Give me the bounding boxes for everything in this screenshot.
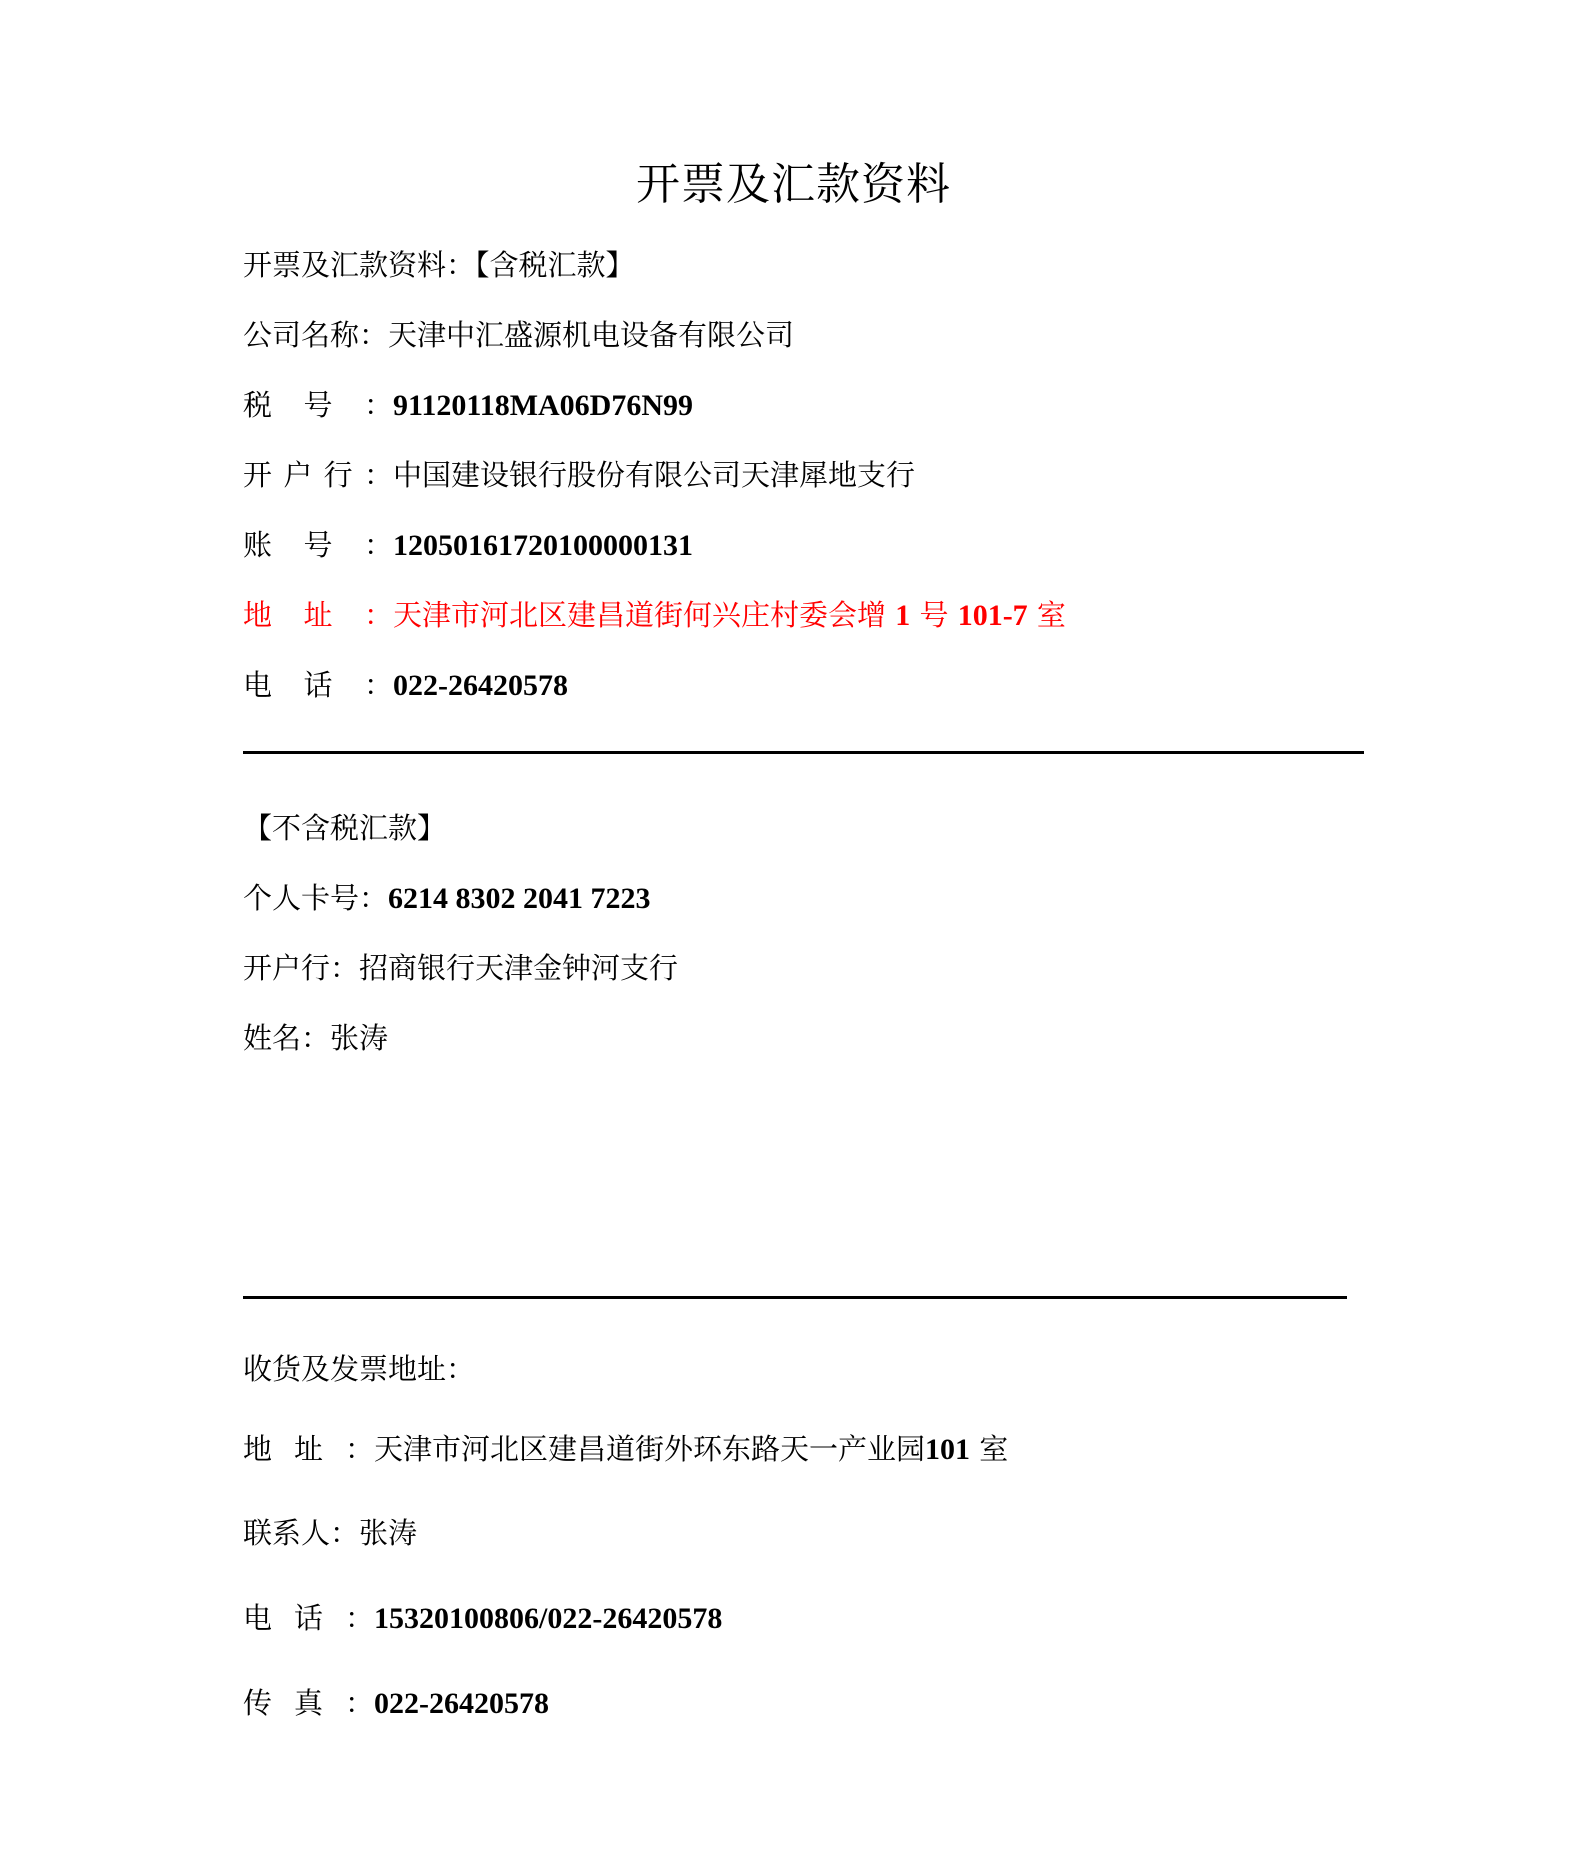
fax-row — [243, 1683, 549, 1724]
divider-line — [243, 1296, 1347, 1299]
taxed-header: 开票及汇款资料：【含税汇款】 — [243, 248, 635, 282]
name-row — [243, 1018, 388, 1058]
address-row — [243, 595, 1066, 636]
untaxed-bank-row — [243, 948, 678, 988]
contact-value: 张涛 — [359, 1516, 418, 1550]
bank-row — [243, 455, 915, 495]
bank-value: 中国建设银行股份有限公司天津犀地支行 — [393, 458, 916, 492]
address-value-part1: 天津市河北区建昌道街何兴庄村委会增 — [393, 598, 887, 632]
tax-id-value: 91120118MA06D76N99 — [393, 389, 693, 422]
card-row — [243, 878, 651, 919]
divider-line — [243, 751, 1364, 754]
phone-value: 022-26420578 — [393, 669, 568, 702]
document-title: 开票及汇款资料 — [636, 159, 951, 210]
bank-label: 开户行： — [243, 458, 393, 492]
card-label: 个人卡号： — [243, 881, 389, 915]
shipping-phone-row — [243, 1598, 722, 1639]
company-name-label: 公司名称： — [243, 318, 389, 352]
fax-value: 022-26420578 — [374, 1687, 549, 1720]
company-name-row — [243, 315, 794, 355]
shipping-address-label: 地址： — [243, 1432, 374, 1466]
phone-row — [243, 665, 568, 706]
shipping-address-num: 101 — [925, 1433, 971, 1466]
fax-label: 传真： — [243, 1686, 374, 1720]
shipping-address-part2: 室 — [979, 1432, 1009, 1466]
phone-label: 电话： — [243, 668, 393, 702]
shipping-address-row — [243, 1429, 1008, 1470]
shipping-phone-label: 电话： — [243, 1601, 374, 1635]
untaxed-bank-value: 招商银行天津金钟河支行 — [359, 951, 679, 985]
account-label: 账号： — [243, 528, 393, 562]
address-value-part3: 室 — [1036, 598, 1066, 632]
address-value-num1: 1 — [895, 599, 911, 632]
address-value-part2: 号 — [919, 598, 949, 632]
account-value: 12050161720100000131 — [393, 529, 693, 562]
shipping-phone-value: 15320100806/022-26420578 — [374, 1602, 723, 1635]
tax-id-label: 税号： — [243, 388, 393, 422]
account-row — [243, 525, 693, 566]
tax-id-row — [243, 385, 693, 426]
card-value: 6214 8302 2041 7223 — [388, 882, 651, 915]
address-value-num2: 101-7 — [957, 599, 1028, 632]
shipping-header: 收货及发票地址： — [243, 1352, 476, 1386]
contact-row — [243, 1513, 417, 1553]
name-label: 姓名： — [243, 1021, 331, 1055]
untaxed-header: 【不含税汇款】 — [243, 811, 447, 845]
untaxed-bank-label: 开户行： — [243, 951, 360, 985]
contact-label: 联系人： — [243, 1516, 360, 1550]
company-name-value: 天津中汇盛源机电设备有限公司 — [388, 318, 795, 352]
shipping-address-part1: 天津市河北区建昌道街外环东路天一产业园 — [374, 1432, 926, 1466]
name-value: 张涛 — [330, 1021, 389, 1055]
address-label: 地址： — [243, 598, 393, 632]
